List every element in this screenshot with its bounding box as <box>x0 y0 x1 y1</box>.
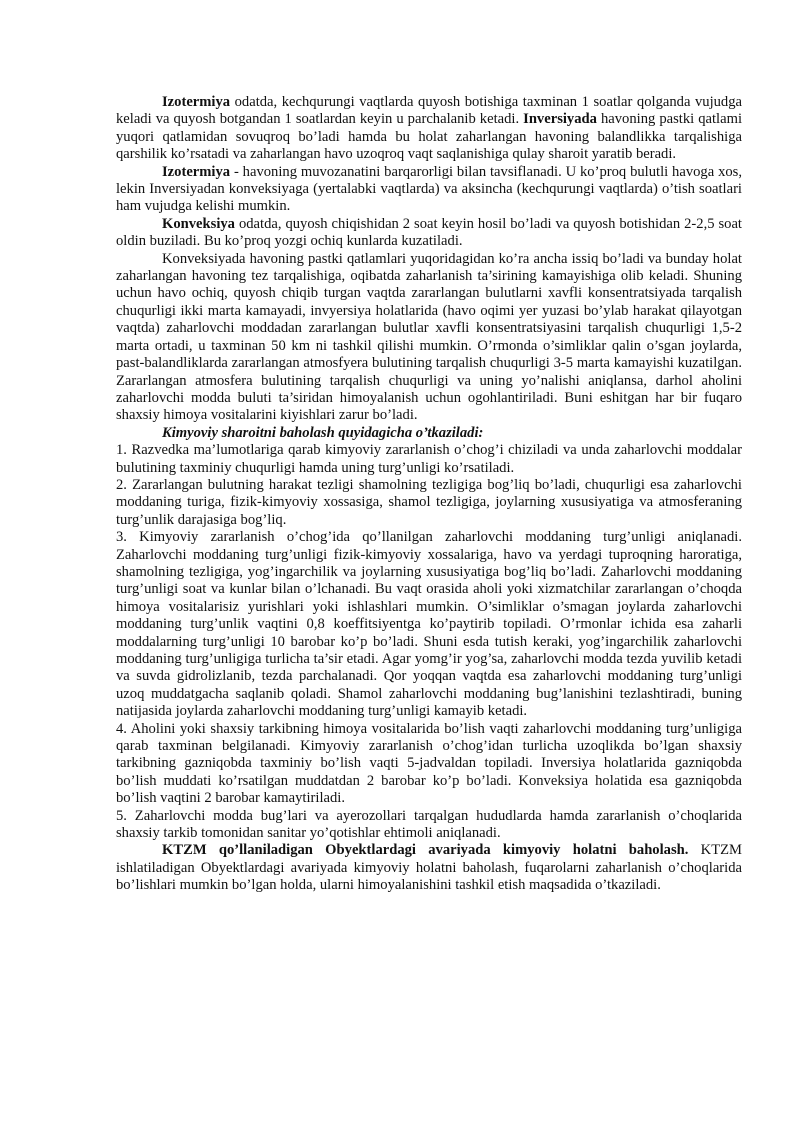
paragraph-text: havoning pastki qatlami yuqori qatlamidan sovuqroq bo’ladi hamda bu holat zaharlangan havoning balandlikka tarqalishiga qarshilik ko’rsatadi va zaharlangan havo uzoqroq vaqt saqlanishiga qulay sharoit yaratib beradi. <box>116 111 742 163</box>
paragraph-text: odatda, kechqurungi vaqtlarda quyosh botishiga taxminan 1 soatlar qolganda vujudga keladi va quyosh botgandan 1 soatlardan keyin u parchalanib ketadi. <box>116 94 742 128</box>
list-item: 4. Aholini yoki shaxsiy tarkibning himoya vositalarida bo’lish vaqti zaharlovchi moddaning turg’unligiga qarab taxminan belgilanadi. Kimyoviy zararlanish o’chog’idan turlicha uzoqlikda bo’lgan shaxsiy tarkibning gazniqobda taxminiy bo’lish vaqti 5-jadvaldan topiladi. Inversiya holatlarida gazniqobda bo’lish muddati ko’rsatilgan muddatdan 2 barobar ko’p bo’ladi. Konveksiya holatida esa gazniqobda bo’lish vaqtini 2 barobar kamaytiriladi. <box>116 720 742 807</box>
paragraph-konveksiya-details <box>116 251 742 425</box>
list-item: 3. Kimyoviy zararlanish o’chog’ida qo’llanilgan zaharlovchi moddaning turg’unligi aniqlanadi. Zaharlovchi moddaning turg’unligi fizik-kimyoviy xossalariga, havo va yerdagi tuproqning haroratiga, shamolning tezligiga, yog’ingarchilik va joylarning xususiyatiga bog’liq bo’ladi. Zaharlovchi moddaning turg’unligi soat va kunlar bilan o’lchanadi. Bu vaqt orasida aholi yoki xizmatchilar zararlangan o’choqda himoya vositalarisiz yurishlari yoki ishlashlari mumkin. O’simliklar o’smagan joylarda zaharlovchi moddaning turg’unlik vaqtini 0,8 koeffitsiyentga ko’paytirib topiladi. O’rmonlar ichida esa zaharli moddalarning turg’unligi 10 barobar ko’p bo’ladi. Shuni esda tutish keraki, yog’ingarchilik zaharlovchi moddaning turg’unligiga turlicha ta’sir etadi. Agar yomg’ir yog’sa, zaharlovchi modda tezda yuvilib ketadi va suvda gidrolizlanib, tezda parchalanadi. Qor yoqqan vaqtda esa zaharlovchi moddaning turg’unligi uzoq muddatgacha saqlanib qoladi. Shamol zaharlovchi moddaning bug’lanishini tezlashtiradi, buning natijasida joylarda zaharlovchi moddaning turg’unligi kamayib ketadi. <box>116 529 742 720</box>
list-item: 1. Razvedka ma’lumotlariga qarab kimyoviy zararlanish o’chog’i chiziladi va unda zaharlovchi moddalar bulutining taxminiy chuqurligi hamda uning turg’unligi ko’rsatiladi. <box>116 442 742 476</box>
paragraph-ktzm <box>116 842 742 894</box>
paragraph-text: Konveksiyada havoning pastki qatlamlari yuqoridagidan ko’ra ancha issiq bo’ladi va bunday holat zaharlangan havoning tez tarqalishiga, oqibatda zaharlanish ta’sirining kamayishiga olib keladi. Shuning uchun havo ochiq, quyosh chiqib turgan vaqtda zararlangan bulutlarni xavfli konsentratsiyada tarqalish chuqurligi ikki marta kamayadi, invyersiya holatlarida (havo oqimi yer yuzasi bo’ylab harakat qilayotgan vaqtda) zaharlovchi moddadan zararlangan bulutlar xavfli konsentratsiyasini tarqalish chuqurligi 1,5-2 marta ortadi, u taxminan 50 km ni tashkil qilishi mumkin. O’rmonda o’simliklar qalin o’sgan joylarda, past-balandliklarda zararlangan atmosfyera bulutining tarqalish chuqurligi 3-5 marta kamayishi kuzatilgan. Zararlangan atmosfera bulutining tarqalish chuqurligi va uning yo’nalishi aniqlansa, darhol aholini zaharlovchi modda buluti ta’siridan himoyalanish uchun ogohlantiriladi. Buni eshitgan har bir fuqaro shaxsiy himoya vositalarini kiyishlari zarur bo’ladi. <box>116 250 742 424</box>
paragraph-izotermiya <box>116 164 742 216</box>
term-izotermiya: Izotermiya <box>162 163 231 180</box>
paragraph-text: KTZM ishlatiladigan Obyektlardagi avariyada kimyoviy holatni baholash, fuqarolarni zaharlanish o’choqlarida bo’lishlari mumkin bo’lgan holda, ularni himoyalanishini tashkil etish maqsadida o’tkaziladi. <box>116 842 742 894</box>
list-item: 2. Zararlangan bulutning harakat tezligi shamolning tezligiga bog’liq bo’ladi, chuqurligi esa zaharlovchi moddaning turiga, fizik-kimyoviy xossasiga, shamol tezligiga, joylarning xususiyatiga va atmosferaning turg’unlik darajasiga bog’liq. <box>116 476 742 528</box>
term-inversiya: Inversiyada <box>523 111 597 128</box>
paragraph-izotermiya-inversiya <box>116 94 742 164</box>
term-konveksiya: Konveksiya <box>162 215 235 232</box>
paragraph-text: odatda, quyosh chiqishidan 2 soat keyin hosil bo’ladi va quyosh botishidan 2-2,5 soat oldin buziladi. Bu ko’proq yozgi ochiq kunlarda kuzatiladi. <box>116 215 742 250</box>
paragraph-text: - havoning muvozanatini barqarorligi bilan tavsiflanadi. U ko’proq bulutli havoga xos, lekin Inversiyadan konveksiyaga (yertalabki vaqtlarda) va aksincha (kechqurungi vaqtlarda) o’tish soatlari ham vujudga kelishi mumkin. <box>116 163 742 215</box>
term-izotermiya: Izotermiya <box>162 94 231 110</box>
paragraph-konveksiya <box>116 216 742 251</box>
ktzm-heading: KTZM qo’llaniladigan Obyektlardagi avariyada kimyoviy holatni baholash. <box>162 842 689 859</box>
section-heading: Kimyoviy sharoitni baholash quyidagicha o’tkaziladi: <box>162 424 484 441</box>
list-item: 5. Zaharlovchi modda bug’lari va ayerozollari tarqalgan hududlarda hamda zararlanish o’choqlarida shaxsiy tarkib tomonidan sanitar yo’qotishlar ehtimoli aniqlanadi. <box>116 807 742 842</box>
